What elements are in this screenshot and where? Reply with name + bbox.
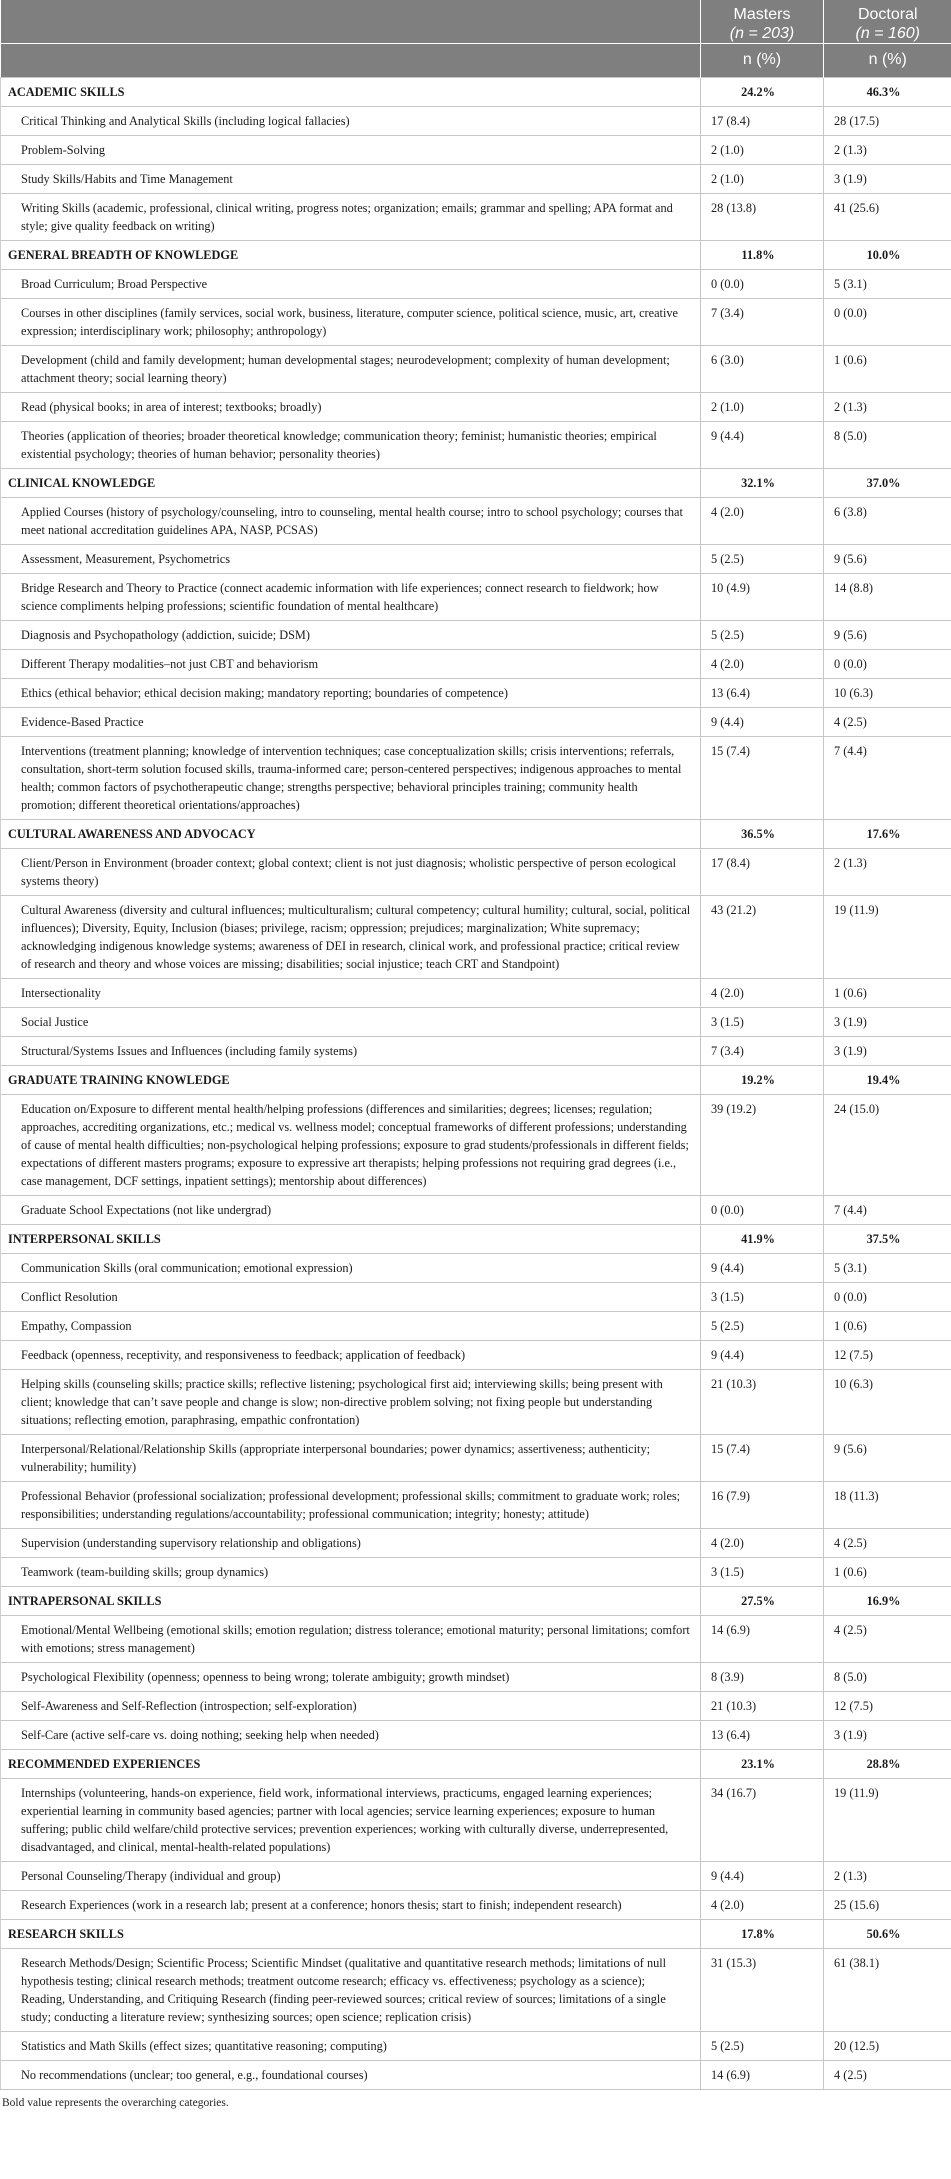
doctoral-value: 12 (7.5)	[824, 1692, 951, 1721]
item-label: Cultural Awareness (diversity and cultural influences; multiculturalism; cultural competency; cultural humility; cultural, social, political influences); Diversity, Equity, Inclusion (biases; privilege, racism; oppression; prejudices; marginalization; White supremacy; acknowledging indigenous knowledge systems; awareness of DEI in research, clinical work, and professional practice; critical review of research and theory and whose voices are missing; disabilities; social injustice; teach CRT and Standpoint)	[1, 896, 701, 979]
doctoral-value: 25 (15.6)	[824, 1891, 951, 1920]
doctoral-value: 4 (2.5)	[824, 1529, 951, 1558]
doctoral-value: 28 (17.5)	[824, 107, 951, 136]
masters-value: 17.8%	[701, 1920, 824, 1949]
category-row	[1, 1587, 951, 1616]
doctoral-value: 9 (5.6)	[824, 545, 951, 574]
table-row	[1, 1370, 951, 1435]
table-row	[1, 1341, 951, 1370]
category-label: GENERAL BREADTH OF KNOWLEDGE	[1, 241, 701, 270]
doctoral-value: 1 (0.6)	[824, 979, 951, 1008]
masters-value: 2 (1.0)	[701, 136, 824, 165]
table-row	[1, 1616, 951, 1663]
doctoral-value: 7 (4.4)	[824, 737, 951, 820]
table-body	[1, 78, 951, 2090]
doctoral-value: 61 (38.1)	[824, 1949, 951, 2032]
masters-value: 39 (19.2)	[701, 1095, 824, 1196]
masters-value: 41.9%	[701, 1225, 824, 1254]
item-label: Professional Behavior (professional socialization; professional development; professional skills; commitment to graduate work; roles; responsibilities; understanding regulations/accountability; professional communication; integrity; honesty; attitude)	[1, 1482, 701, 1529]
table-row	[1, 1095, 951, 1196]
masters-value: 31 (15.3)	[701, 1949, 824, 2032]
doctoral-value: 6 (3.8)	[824, 498, 951, 545]
doctoral-value: 28.8%	[824, 1750, 951, 1779]
table-row	[1, 650, 951, 679]
table-row	[1, 621, 951, 650]
item-label: Critical Thinking and Analytical Skills (including logical fallacies)	[1, 107, 701, 136]
table-row	[1, 422, 951, 469]
doctoral-value: 19.4%	[824, 1066, 951, 1095]
masters-value: 21 (10.3)	[701, 1370, 824, 1435]
header-doctoral-unit: n (%)	[824, 44, 951, 78]
item-label: Interventions (treatment planning; knowledge of intervention techniques; case conceptualization skills; crisis interventions; referrals, consultation, short-term solution focused skills, trauma-informed care; person-centered perspectives; indigenous approaches to mental health; common factors of psychotherapeutic change; strengths perspective; behavioral principles training; community health promotion; different theoretical orientations/approaches)	[1, 737, 701, 820]
item-label: Self-Care (active self-care vs. doing nothing; seeking help when needed)	[1, 1721, 701, 1750]
doctoral-value: 0 (0.0)	[824, 1283, 951, 1312]
masters-value: 5 (2.5)	[701, 2032, 824, 2061]
doctoral-value: 2 (1.3)	[824, 136, 951, 165]
doctoral-value: 0 (0.0)	[824, 299, 951, 346]
doctoral-value: 14 (8.8)	[824, 574, 951, 621]
doctoral-value: 19 (11.9)	[824, 896, 951, 979]
category-row	[1, 820, 951, 849]
table-row	[1, 574, 951, 621]
item-label: Ethics (ethical behavior; ethical decision making; mandatory reporting; boundaries of competence)	[1, 679, 701, 708]
item-label: Empathy, Compassion	[1, 1312, 701, 1341]
table-row	[1, 1692, 951, 1721]
item-label: Emotional/Mental Wellbeing (emotional skills; emotion regulation; distress tolerance; emotional maturity; personal limitations; comfort with emotions; stress management)	[1, 1616, 701, 1663]
item-label: Research Experiences (work in a research lab; present at a conference; honors thesis; start to finish; independent research)	[1, 1891, 701, 1920]
masters-value: 10 (4.9)	[701, 574, 824, 621]
doctoral-value: 37.5%	[824, 1225, 951, 1254]
masters-value: 17 (8.4)	[701, 107, 824, 136]
table-row	[1, 737, 951, 820]
masters-value: 34 (16.7)	[701, 1779, 824, 1862]
category-label: INTRAPERSONAL SKILLS	[1, 1587, 701, 1616]
category-label: CULTURAL AWARENESS AND ADVOCACY	[1, 820, 701, 849]
doctoral-value: 5 (3.1)	[824, 270, 951, 299]
doctoral-value: 9 (5.6)	[824, 1435, 951, 1482]
masters-value: 23.1%	[701, 1750, 824, 1779]
doctoral-value: 3 (1.9)	[824, 1037, 951, 1066]
table-row	[1, 136, 951, 165]
item-label: Statistics and Math Skills (effect sizes; quantitative reasoning; computing)	[1, 2032, 701, 2061]
masters-value: 4 (2.0)	[701, 498, 824, 545]
item-label: Psychological Flexibility (openness; openness to being wrong; tolerate ambiguity; growth mindset)	[1, 1663, 701, 1692]
item-label: Supervision (understanding supervisory relationship and obligations)	[1, 1529, 701, 1558]
item-label: Education on/Exposure to different mental health/helping professions (differences and similarities; degrees; licenses; regulation; approaches, accrediting organizations, etc.; medical vs. wellness model; conceptual frameworks of different professions; understanding of cause of mental health difficulties; non-psychological helping professions; exposure to grad students/professionals in different fields; expectations of different masters programs; exposure to expressive art therapists; helping professions not requiring grad degrees (i.e., case management, DCF settings, inpatient settings); mentorship about differences)	[1, 1095, 701, 1196]
category-row	[1, 469, 951, 498]
category-row	[1, 1225, 951, 1254]
category-row	[1, 78, 951, 107]
doctoral-value: 3 (1.9)	[824, 1721, 951, 1750]
table-row	[1, 1779, 951, 1862]
table-row	[1, 194, 951, 241]
masters-value: 3 (1.5)	[701, 1008, 824, 1037]
doctoral-value: 16.9%	[824, 1587, 951, 1616]
category-row	[1, 1066, 951, 1095]
masters-value: 32.1%	[701, 469, 824, 498]
masters-value: 15 (7.4)	[701, 737, 824, 820]
header-masters-title: Masters	[733, 6, 791, 23]
masters-value: 6 (3.0)	[701, 346, 824, 393]
table-row	[1, 979, 951, 1008]
table-row	[1, 1254, 951, 1283]
table-row	[1, 1283, 951, 1312]
masters-value: 19.2%	[701, 1066, 824, 1095]
table-row	[1, 545, 951, 574]
doctoral-value: 2 (1.3)	[824, 1862, 951, 1891]
table-row	[1, 1037, 951, 1066]
masters-value: 24.2%	[701, 78, 824, 107]
table-row	[1, 1663, 951, 1692]
item-label: Feedback (openness, receptivity, and responsiveness to feedback; application of feedback)	[1, 1341, 701, 1370]
item-label: Internships (volunteering, hands-on experience, field work, informational interviews, practicums, engaged learning experiences; experiential learning in community based agencies; partner with local agencies; service learning experiences; exposure to human suffering; public child welfare/child protective services; prevention experiences; working with culturally diverse, underrepresented, disadvantaged, and clinical, mental-health-related populations)	[1, 1779, 701, 1862]
item-label: Social Justice	[1, 1008, 701, 1037]
table-row	[1, 270, 951, 299]
doctoral-value: 7 (4.4)	[824, 1196, 951, 1225]
masters-value: 11.8%	[701, 241, 824, 270]
masters-value: 0 (0.0)	[701, 1196, 824, 1225]
masters-value: 3 (1.5)	[701, 1558, 824, 1587]
category-row	[1, 1920, 951, 1949]
doctoral-value: 41 (25.6)	[824, 194, 951, 241]
item-label: Diagnosis and Psychopathology (addiction, suicide; DSM)	[1, 621, 701, 650]
item-label: Conflict Resolution	[1, 1283, 701, 1312]
table-row	[1, 708, 951, 737]
masters-value: 4 (2.0)	[701, 1891, 824, 1920]
doctoral-value: 4 (2.5)	[824, 1616, 951, 1663]
table-row	[1, 679, 951, 708]
table-row	[1, 107, 951, 136]
item-label: Development (child and family development; human developmental stages; neurodevelopment; complexity of human development; attachment theory; social learning theory)	[1, 346, 701, 393]
masters-value: 5 (2.5)	[701, 1312, 824, 1341]
doctoral-value: 50.6%	[824, 1920, 951, 1949]
doctoral-value: 1 (0.6)	[824, 1558, 951, 1587]
doctoral-value: 19 (11.9)	[824, 1779, 951, 1862]
table-row	[1, 1312, 951, 1341]
item-label: Client/Person in Environment (broader context; global context; client is not just diagnosis; wholistic perspective of person ecological systems theory)	[1, 849, 701, 896]
item-label: Teamwork (team-building skills; group dynamics)	[1, 1558, 701, 1587]
doctoral-value: 1 (0.6)	[824, 1312, 951, 1341]
masters-value: 9 (4.4)	[701, 1341, 824, 1370]
item-label: Writing Skills (academic, professional, clinical writing, progress notes; organization; emails; grammar and spelling; APA format and style; give quality feedback on writing)	[1, 194, 701, 241]
doctoral-value: 12 (7.5)	[824, 1341, 951, 1370]
header-masters-unit: n (%)	[701, 44, 824, 78]
table-row	[1, 498, 951, 545]
header-masters	[701, 0, 824, 44]
masters-value: 2 (1.0)	[701, 165, 824, 194]
table-row	[1, 1435, 951, 1482]
masters-value: 5 (2.5)	[701, 545, 824, 574]
table-row	[1, 896, 951, 979]
table-row	[1, 165, 951, 194]
table-row	[1, 1196, 951, 1225]
doctoral-value: 8 (5.0)	[824, 422, 951, 469]
doctoral-value: 5 (3.1)	[824, 1254, 951, 1283]
header-masters-n: (n = 203)	[729, 25, 795, 42]
masters-value: 28 (13.8)	[701, 194, 824, 241]
table-row	[1, 2061, 951, 2090]
item-label: Structural/Systems Issues and Influences (including family systems)	[1, 1037, 701, 1066]
table-row	[1, 1008, 951, 1037]
table-footnote: Bold value represents the overarching categories.	[2, 2097, 229, 2109]
table-row	[1, 346, 951, 393]
masters-value: 8 (3.9)	[701, 1663, 824, 1692]
category-label: ACADEMIC SKILLS	[1, 78, 701, 107]
table-row	[1, 849, 951, 896]
table-row	[1, 1891, 951, 1920]
item-label: Problem-Solving	[1, 136, 701, 165]
category-label: RECOMMENDED EXPERIENCES	[1, 1750, 701, 1779]
masters-value: 36.5%	[701, 820, 824, 849]
item-label: Communication Skills (oral communication; emotional expression)	[1, 1254, 701, 1283]
item-label: Bridge Research and Theory to Practice (connect academic information with life experiences; connect research to fieldwork; how science compliments helping professions; scientific foundation of mental healthcare)	[1, 574, 701, 621]
doctoral-value: 37.0%	[824, 469, 951, 498]
masters-value: 21 (10.3)	[701, 1692, 824, 1721]
doctoral-value: 9 (5.6)	[824, 621, 951, 650]
masters-value: 9 (4.4)	[701, 422, 824, 469]
masters-value: 7 (3.4)	[701, 299, 824, 346]
masters-value: 13 (6.4)	[701, 679, 824, 708]
masters-value: 9 (4.4)	[701, 1862, 824, 1891]
item-label: Theories (application of theories; broader theoretical knowledge; communication theory; feminist; humanistic theories; empirical existential psychology; theories of human behavior; personality theories)	[1, 422, 701, 469]
doctoral-value: 10 (6.3)	[824, 1370, 951, 1435]
item-label: Courses in other disciplines (family services, social work, business, literature, computer science, political science, music, art, creative expression; interdisciplinary work; philosophy; anthropology)	[1, 299, 701, 346]
masters-value: 27.5%	[701, 1587, 824, 1616]
item-label: Research Methods/Design; Scientific Process; Scientific Mindset (qualitative and quantitative research methods; limitations of null hypothesis testing; clinical research methods; treatment outcome research; efficacy vs. effectiveness; psychology as a science); Reading, Understanding, and Critiquing Research (finding peer-reviewed sources; critical review of sources; limitations of a single study; conducting a literature review; synthesizing sources; open science; replication crisis)	[1, 1949, 701, 2032]
masters-value: 7 (3.4)	[701, 1037, 824, 1066]
table-row	[1, 299, 951, 346]
doctoral-value: 24 (15.0)	[824, 1095, 951, 1196]
table-row	[1, 1529, 951, 1558]
item-label: Read (physical books; in area of interest; textbooks; broadly)	[1, 393, 701, 422]
table-row	[1, 393, 951, 422]
item-label: Self-Awareness and Self-Reflection (introspection; self-exploration)	[1, 1692, 701, 1721]
doctoral-value: 3 (1.9)	[824, 165, 951, 194]
table-row	[1, 2032, 951, 2061]
item-label: Intersectionality	[1, 979, 701, 1008]
doctoral-value: 18 (11.3)	[824, 1482, 951, 1529]
table-row	[1, 1862, 951, 1891]
masters-value: 4 (2.0)	[701, 979, 824, 1008]
doctoral-value: 8 (5.0)	[824, 1663, 951, 1692]
masters-value: 9 (4.4)	[701, 1254, 824, 1283]
masters-value: 0 (0.0)	[701, 270, 824, 299]
masters-value: 43 (21.2)	[701, 896, 824, 979]
header-doctoral	[824, 0, 951, 44]
doctoral-value: 4 (2.5)	[824, 708, 951, 737]
item-label: Applied Courses (history of psychology/counseling, intro to counseling, mental health course; intro to school psychology; courses that meet national accreditation guidelines APA, NASP, PCSAS)	[1, 498, 701, 545]
table-row	[1, 1558, 951, 1587]
doctoral-value: 0 (0.0)	[824, 650, 951, 679]
doctoral-value: 3 (1.9)	[824, 1008, 951, 1037]
doctoral-value: 4 (2.5)	[824, 2061, 951, 2090]
doctoral-value: 46.3%	[824, 78, 951, 107]
doctoral-value: 2 (1.3)	[824, 393, 951, 422]
masters-value: 16 (7.9)	[701, 1482, 824, 1529]
masters-value: 4 (2.0)	[701, 650, 824, 679]
masters-value: 14 (6.9)	[701, 1616, 824, 1663]
table-row	[1, 1482, 951, 1529]
category-row	[1, 1750, 951, 1779]
table-header	[1, 0, 951, 78]
item-label: Helping skills (counseling skills; practice skills; reflective listening; psychological first aid; interviewing skills; being present with client; knowledge that can’t save people and change is slow; non-directive problem solving; not fixing people but understanding situations; reflecting emotion, paraphrasing, empathic confrontation)	[1, 1370, 701, 1435]
item-label: Personal Counseling/Therapy (individual and group)	[1, 1862, 701, 1891]
category-row	[1, 241, 951, 270]
doctoral-value: 20 (12.5)	[824, 2032, 951, 2061]
masters-value: 13 (6.4)	[701, 1721, 824, 1750]
item-label: Different Therapy modalities–not just CBT and behaviorism	[1, 650, 701, 679]
item-label: Assessment, Measurement, Psychometrics	[1, 545, 701, 574]
header-blank-cell	[1, 0, 701, 44]
masters-value: 14 (6.9)	[701, 2061, 824, 2090]
item-label: Interpersonal/Relational/Relationship Skills (appropriate interpersonal boundaries; power dynamics; assertiveness; authenticity; vulnerability; humility)	[1, 1435, 701, 1482]
item-label: Study Skills/Habits and Time Management	[1, 165, 701, 194]
doctoral-value: 17.6%	[824, 820, 951, 849]
item-label: No recommendations (unclear; too general, e.g., foundational courses)	[1, 2061, 701, 2090]
doctoral-value: 2 (1.3)	[824, 849, 951, 896]
header-blank-cell	[1, 44, 701, 78]
item-label: Broad Curriculum; Broad Perspective	[1, 270, 701, 299]
header-doctoral-n: (n = 160)	[855, 25, 920, 42]
doctoral-value: 10.0%	[824, 241, 951, 270]
header-doctoral-title: Doctoral	[857, 6, 918, 23]
doctoral-value: 1 (0.6)	[824, 346, 951, 393]
item-label: Graduate School Expectations (not like undergrad)	[1, 1196, 701, 1225]
masters-value: 15 (7.4)	[701, 1435, 824, 1482]
table-row	[1, 1721, 951, 1750]
category-label: CLINICAL KNOWLEDGE	[1, 469, 701, 498]
category-label: GRADUATE TRAINING KNOWLEDGE	[1, 1066, 701, 1095]
category-label: RESEARCH SKILLS	[1, 1920, 701, 1949]
masters-value: 3 (1.5)	[701, 1283, 824, 1312]
masters-value: 17 (8.4)	[701, 849, 824, 896]
masters-value: 5 (2.5)	[701, 621, 824, 650]
masters-value: 2 (1.0)	[701, 393, 824, 422]
category-label: INTERPERSONAL SKILLS	[1, 1225, 701, 1254]
doctoral-value: 10 (6.3)	[824, 679, 951, 708]
table-row	[1, 1949, 951, 2032]
masters-value: 9 (4.4)	[701, 708, 824, 737]
item-label: Evidence-Based Practice	[1, 708, 701, 737]
masters-value: 4 (2.0)	[701, 1529, 824, 1558]
